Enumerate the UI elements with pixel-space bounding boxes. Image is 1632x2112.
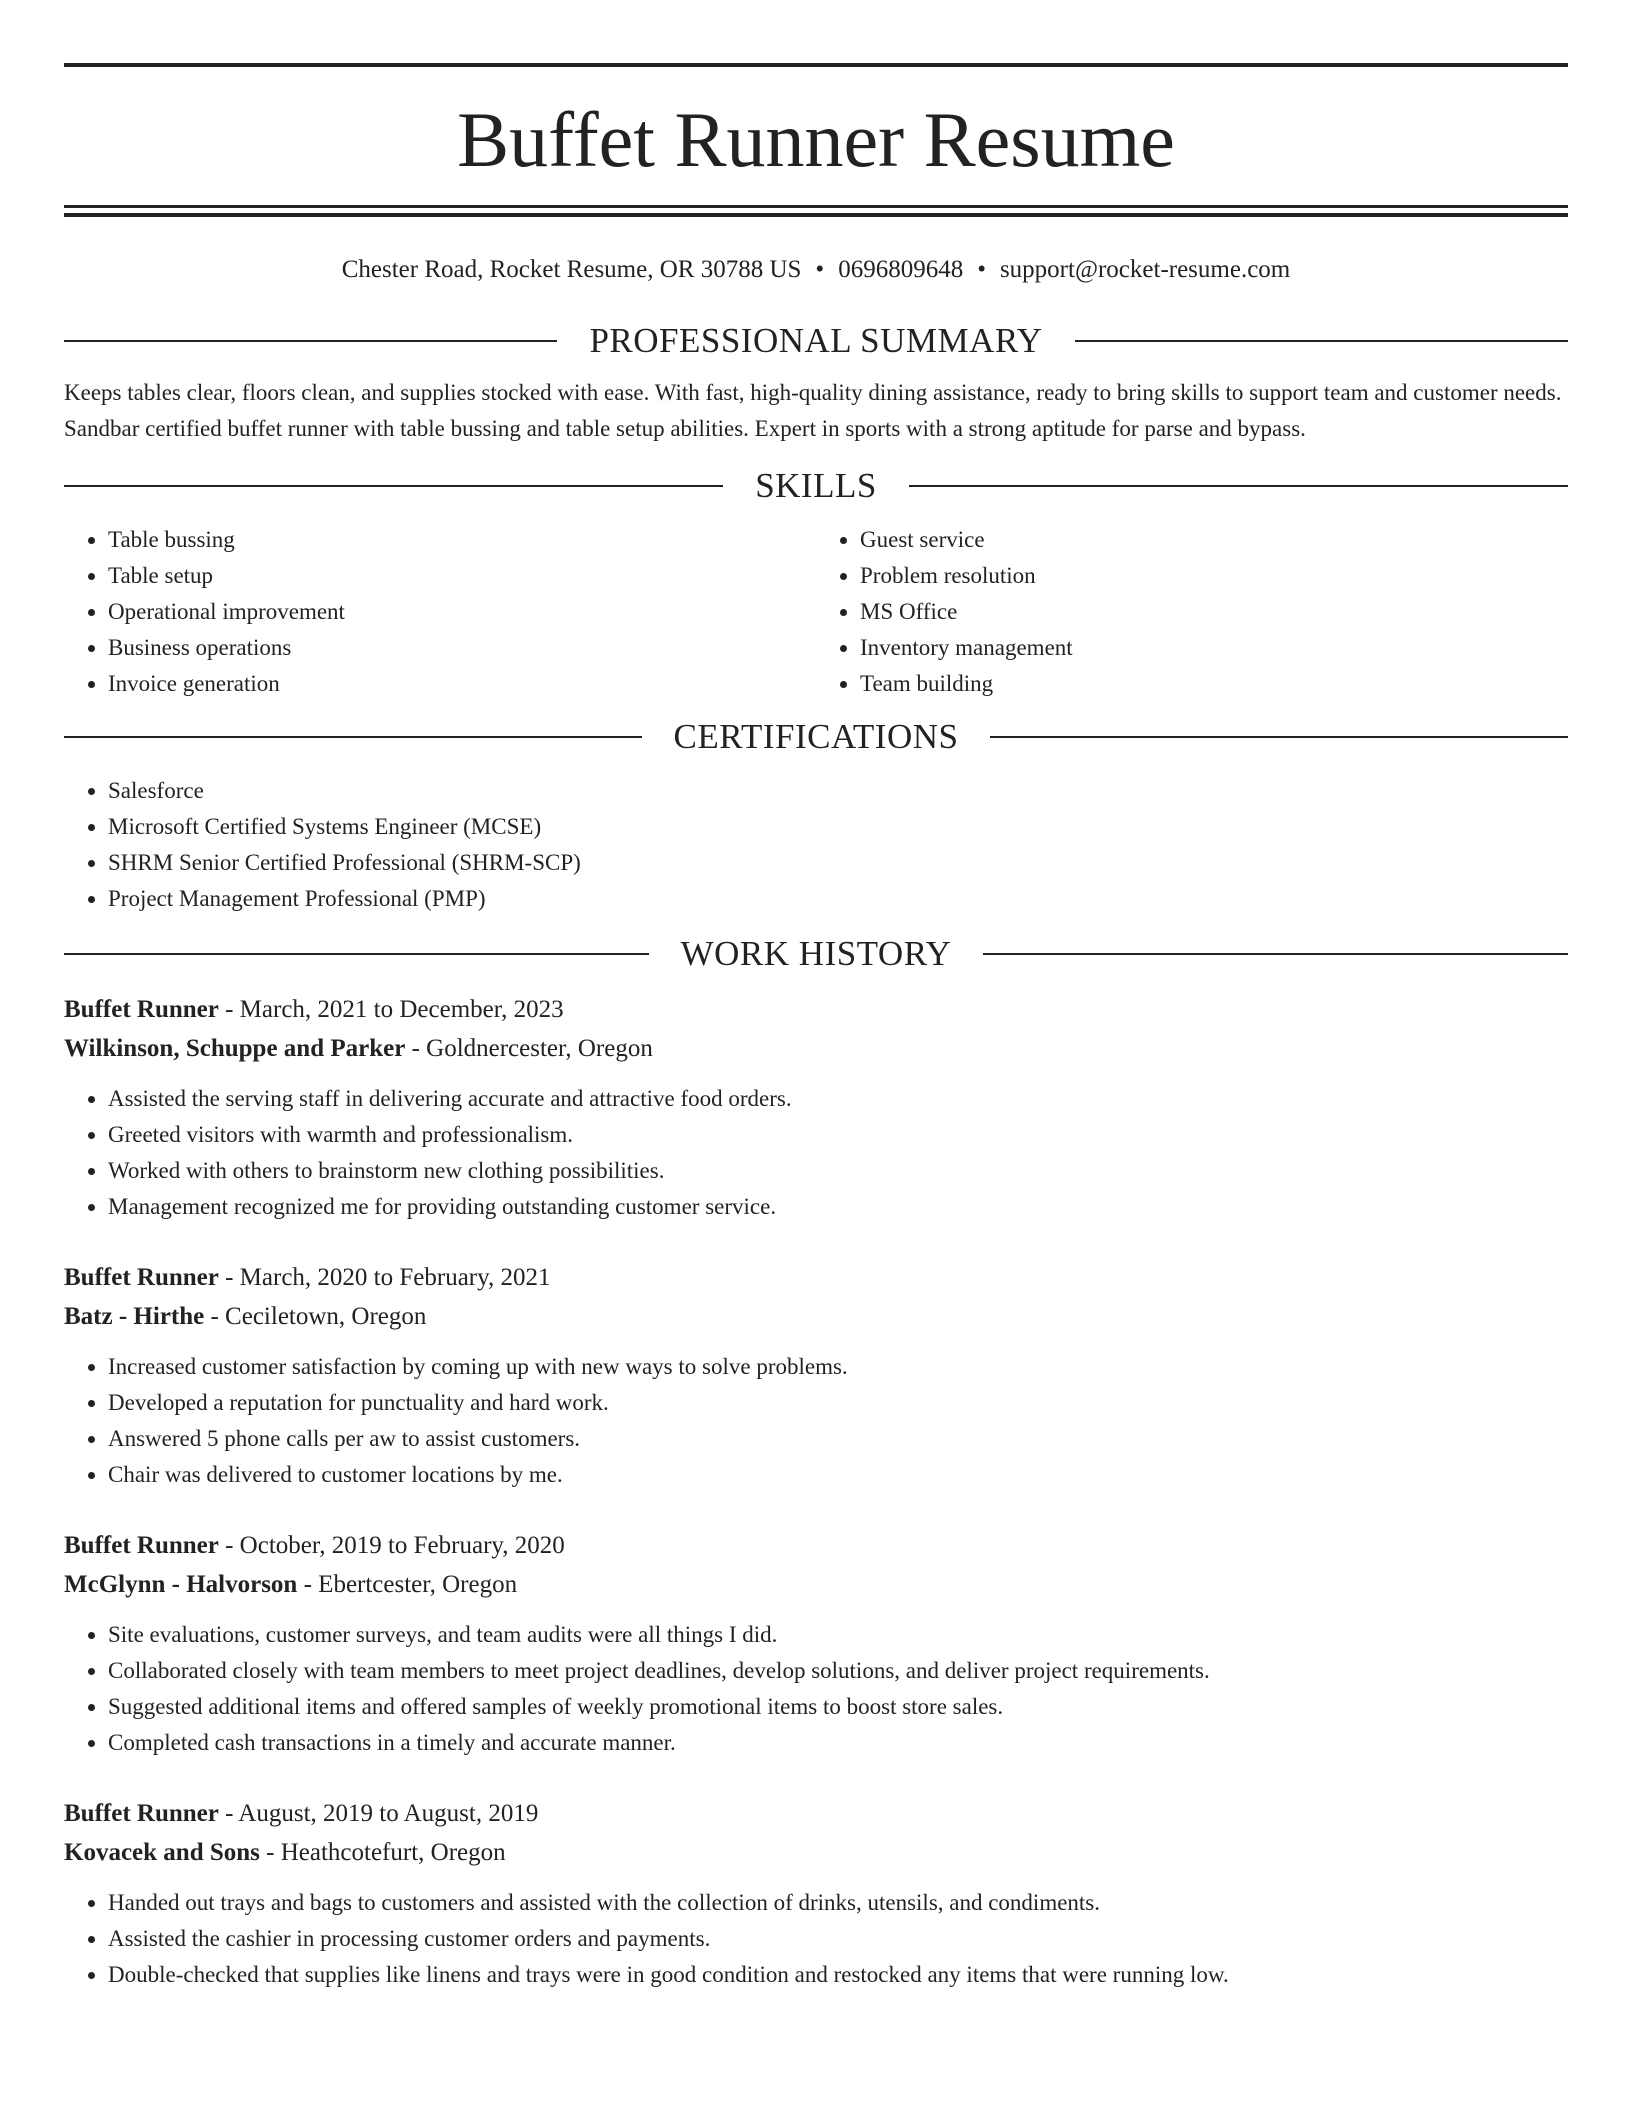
skill-item: • Guest service — [860, 522, 1568, 558]
job-entry — [64, 1794, 1568, 1993]
divider-line — [909, 485, 1568, 487]
divider-line — [64, 485, 723, 487]
job-bullet: • Management recognized me for providing outstanding customer service. — [108, 1189, 1568, 1225]
job-title-line — [64, 1794, 1568, 1833]
skill-item: • Inventory management — [860, 630, 1568, 666]
skill-item: • Problem resolution — [860, 558, 1568, 594]
job-dates: - March, 2020 to February, 2021 — [218, 1264, 551, 1291]
contact-phone: 0696809648 — [838, 256, 964, 283]
job-company: Kovacek and Sons — [64, 1839, 260, 1866]
contact-line — [64, 254, 1568, 286]
job-bullets — [64, 1349, 1568, 1493]
skills-grid — [64, 522, 1568, 702]
job-entry — [64, 1258, 1568, 1493]
job-location: - Heathcotefurt, Oregon — [259, 1839, 506, 1866]
skill-item: • Table bussing — [108, 522, 816, 558]
job-location: - Ceciletown, Oregon — [204, 1303, 427, 1330]
job-bullet: • Assisted the cashier in processing customer orders and payments. — [108, 1921, 1568, 1957]
job-company: Wilkinson, Schuppe and Parker — [64, 1035, 406, 1062]
job-company-line — [64, 1029, 1568, 1068]
top-rule — [64, 63, 1568, 67]
skill-item: • Table setup — [108, 558, 816, 594]
divider-line — [64, 953, 649, 955]
job-bullet: • Greeted visitors with warmth and professionalism. — [108, 1117, 1568, 1153]
job-title: Buffet Runner — [64, 996, 219, 1023]
job-company-line — [64, 1565, 1568, 1604]
skill-item: • Business operations — [108, 630, 816, 666]
certification-item: • Salesforce — [108, 773, 1568, 809]
job-title: Buffet Runner — [64, 1264, 219, 1291]
job-bullet: • Suggested additional items and offered samples of weekly promotional items to boost store sales. — [108, 1689, 1568, 1725]
job-bullets — [64, 1081, 1568, 1225]
job-entry — [64, 990, 1568, 1225]
divider-line — [990, 736, 1568, 738]
job-dates: - August, 2019 to August, 2019 — [218, 1800, 539, 1827]
skills-list-left — [64, 522, 816, 702]
certifications-list — [64, 773, 1568, 917]
contact-address: Chester Road, Rocket Resume, OR 30788 US — [341, 256, 802, 283]
job-bullet: • Completed cash transactions in a timely and accurate manner. — [108, 1725, 1568, 1761]
job-bullet: • Increased customer satisfaction by coming up with new ways to solve problems. — [108, 1349, 1568, 1385]
skill-item: • MS Office — [860, 594, 1568, 630]
contact-separator: • — [977, 256, 986, 283]
job-bullet: • Answered 5 phone calls per aw to assist customers. — [108, 1421, 1568, 1457]
work-section-title: WORK HISTORY — [680, 934, 952, 973]
contact-separator: • — [815, 256, 825, 283]
job-dates: - October, 2019 to February, 2020 — [218, 1532, 565, 1559]
divider-line — [1075, 340, 1568, 342]
job-bullet: • Collaborated closely with team members to meet project deadlines, develop solutions, and deliver project requirements. — [108, 1653, 1568, 1689]
summary-section-title: PROFESSIONAL SUMMARY — [589, 321, 1043, 360]
job-dates: - March, 2021 to December, 2023 — [218, 996, 564, 1023]
certifications-section-title: CERTIFICATIONS — [673, 717, 959, 756]
title-double-rule — [64, 205, 1568, 217]
skill-item: • Invoice generation — [108, 666, 816, 702]
job-company-line — [64, 1833, 1568, 1872]
divider-line — [983, 953, 1568, 955]
certification-item: • SHRM Senior Certified Professional (SHRM-SCP) — [108, 845, 1568, 881]
summary-text: Keeps tables clear, floors clean, and supplies stocked with ease. With fast, high-quality dining assistance, ready to bring skills to support team and customer needs. Sandbar certified buffet runner with table bussing and table setup abilities. Expert in sports with a strong aptitude for parse and bypass. — [64, 380, 1562, 441]
skill-item: • Team building — [860, 666, 1568, 702]
skills-list-right — [816, 522, 1568, 702]
summary-section-header — [64, 319, 1568, 363]
job-title-line — [64, 1258, 1568, 1297]
job-location: - Ebertcester, Oregon — [297, 1571, 518, 1598]
job-bullet: • Worked with others to brainstorm new clothing possibilities. — [108, 1153, 1568, 1189]
job-bullet: • Handed out trays and bags to customers and assisted with the collection of drinks, utensils, and condiments. — [108, 1885, 1568, 1921]
certification-item: • Project Management Professional (PMP) — [108, 881, 1568, 917]
job-entry — [64, 1526, 1568, 1761]
work-section-header — [64, 932, 1568, 976]
job-company: Batz - Hirthe — [64, 1303, 205, 1330]
job-bullet: • Double-checked that supplies like linens and trays were in good condition and restocked any items that were running low. — [108, 1957, 1568, 1993]
certification-item: • Microsoft Certified Systems Engineer (MCSE) — [108, 809, 1568, 845]
resume-page — [64, 0, 1568, 1993]
skill-item: • Operational improvement — [108, 594, 816, 630]
job-title-line — [64, 1526, 1568, 1565]
job-company: McGlynn - Halvorson — [64, 1571, 298, 1598]
work-history-list — [64, 990, 1568, 1993]
job-title: Buffet Runner — [64, 1532, 219, 1559]
contact-email: support@rocket-resume.com — [999, 256, 1291, 283]
job-bullets — [64, 1885, 1568, 1993]
job-bullet: • Chair was delivered to customer locations by me. — [108, 1457, 1568, 1493]
divider-line — [64, 340, 557, 342]
job-bullet: • Site evaluations, customer surveys, and team audits were all things I did. — [108, 1617, 1568, 1653]
certifications-section-header — [64, 715, 1568, 759]
resume-title: Buffet Runner Resume — [457, 96, 1175, 183]
job-company-line — [64, 1297, 1568, 1336]
job-location: - Goldnercester, Oregon — [405, 1035, 653, 1062]
skills-section-header — [64, 464, 1568, 508]
skills-section-title: SKILLS — [755, 466, 877, 505]
job-title-line — [64, 990, 1568, 1029]
job-title: Buffet Runner — [64, 1800, 219, 1827]
job-bullet: • Developed a reputation for punctuality and hard work. — [108, 1385, 1568, 1421]
job-bullet: • Assisted the serving staff in delivering accurate and attractive food orders. — [108, 1081, 1568, 1117]
divider-line — [64, 736, 642, 738]
job-bullets — [64, 1617, 1568, 1761]
